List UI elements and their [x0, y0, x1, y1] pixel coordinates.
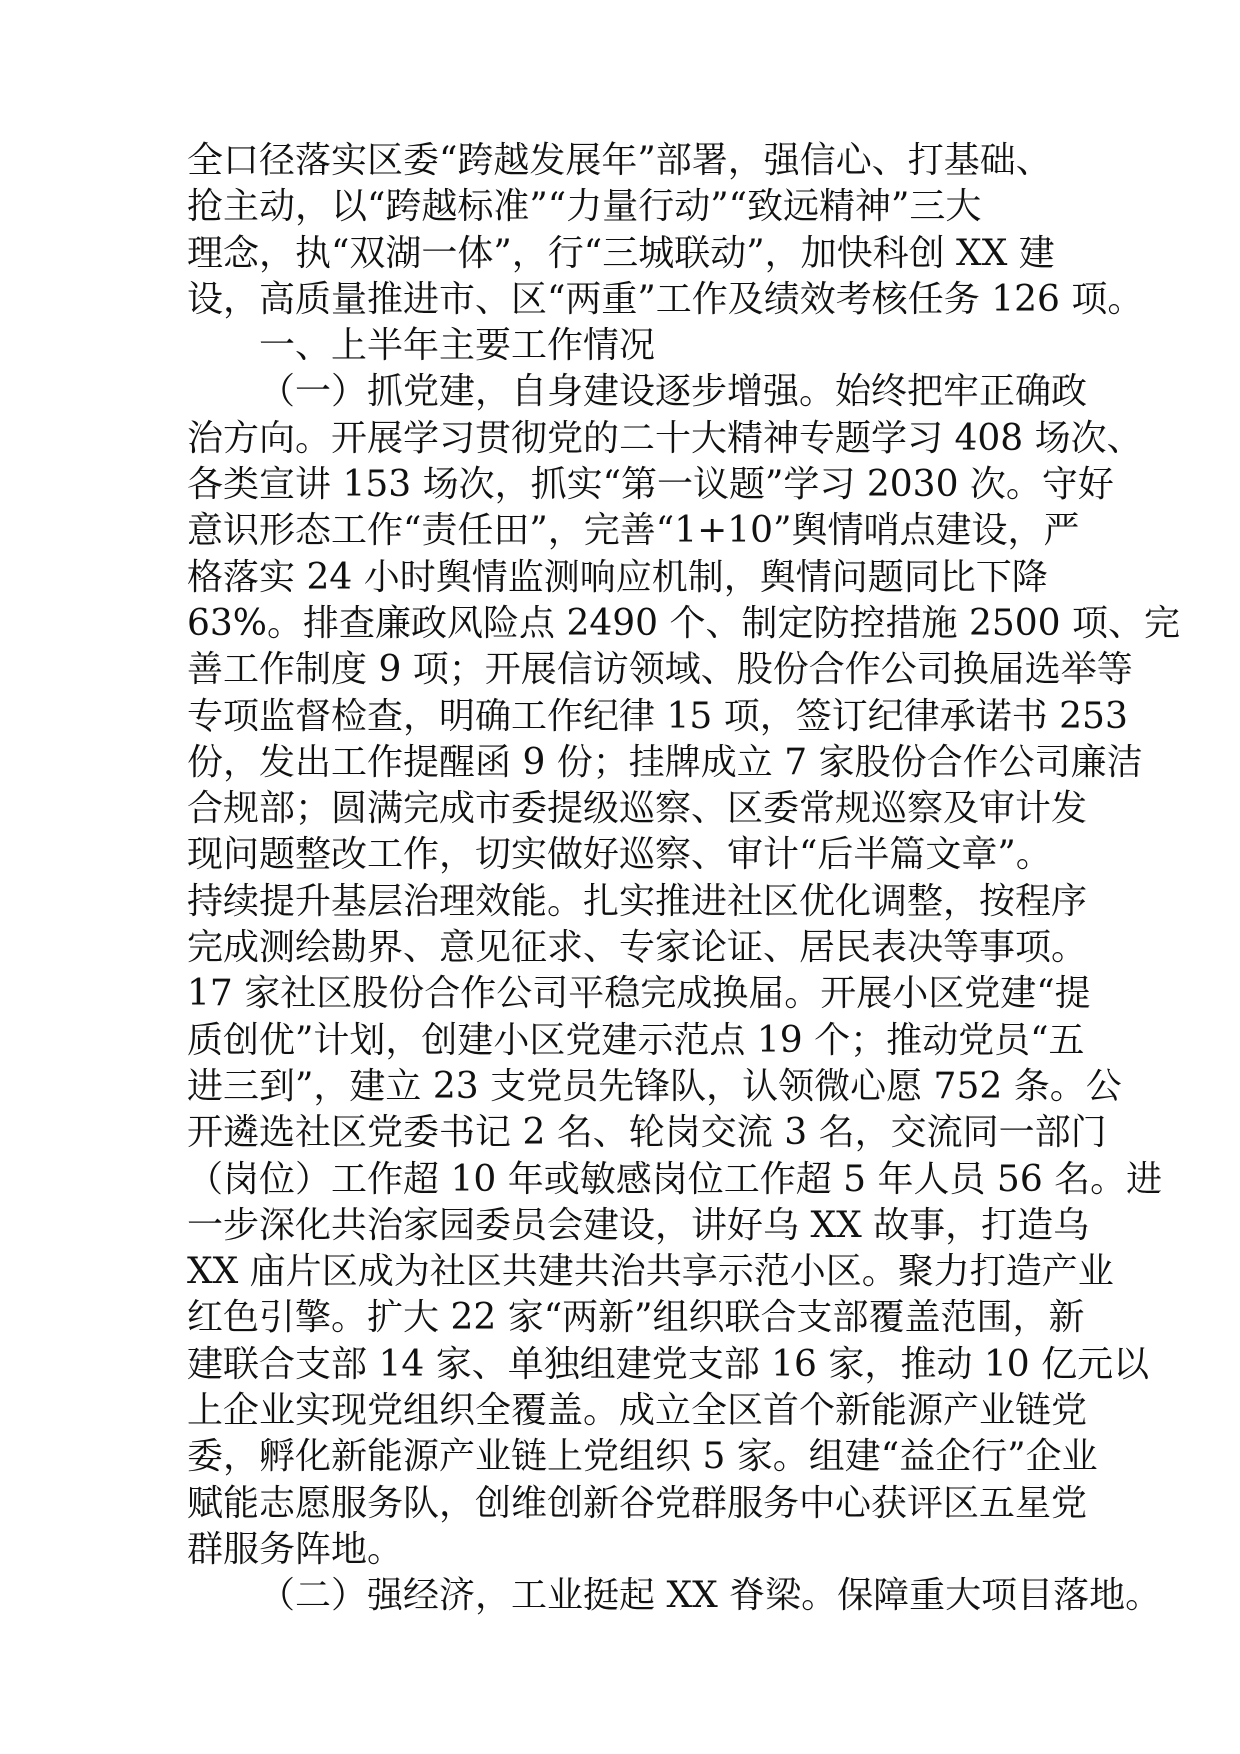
text-line: 开遴选社区党委书记 2 名、轮岗交流 3 名，交流同一部门 [187, 1112, 1107, 1154]
text-line: 一步深化共治家园委员会建设，讲好乌 XX 故事，打造乌 [187, 1204, 1090, 1246]
text-line: 治方向。开展学习贯彻党的二十大精神专题学习 408 场次、 [187, 417, 1143, 459]
text-line: 意识形态工作“责任田”，完善“1+10”舆情哨点建设，严 [187, 510, 1080, 552]
text-line: 上企业实现党组织全覆盖。成立全区首个新能源产业链党 [187, 1390, 1088, 1432]
text-line: 现问题整改工作，切实做好巡察、审计“后半篇文章”。 [187, 834, 1052, 876]
text-line: 赋能志愿服务队，创维创新谷党群服务中心获评区五星党 [187, 1482, 1088, 1524]
text-line: 63%。排查廉政风险点 2490 个、制定防控措施 2500 项、完 [187, 602, 1181, 644]
text-line: 设，高质量推进市、区“两重”工作及绩效考核任务 126 项。 [187, 278, 1144, 320]
text-line: 善工作制度 9 项；开展信访领域、股份合作公司换届选举等 [187, 649, 1133, 691]
text-line: 格落实 24 小时舆情监测响应机制，舆情问题同比下降 [187, 556, 1048, 598]
subsection-heading: （二）强经济，工业挺起 XX 脊梁。保障重大项目落地。 [259, 1575, 1162, 1617]
text-line: 全口径落实区委“跨越发展年”部署，强信心、打基础、 [187, 140, 1052, 181]
text-line: 持续提升基层治理效能。扎实推进社区优化调整，按程序 [187, 880, 1088, 922]
text-line: 质创优”计划，创建小区党建示范点 19 个；推动党员“五 [187, 1019, 1085, 1061]
text-line: 抢主动，以“跨越标准”“力量行动”“致远精神”三大 [187, 186, 982, 228]
text-line: （岗位）工作超 10 年或敏感岗位工作超 5 年人员 56 名。进 [187, 1158, 1163, 1200]
subsection-heading: （一）抓党建，自身建设逐步增强。始终把牢正确政 [259, 371, 1088, 413]
text-line: 红色引擎。扩大 22 家“两新”组织联合支部覆盖范围，新 [187, 1297, 1085, 1339]
text-line: 群服务阵地。 [187, 1528, 404, 1570]
text-line: 17 家社区股份合作公司平稳完成换届。开展小区党建“提 [187, 973, 1091, 1015]
text-line: 进三到”，建立 23 支党员先锋队，认领微心愿 752 条。公 [187, 1065, 1122, 1107]
text-line: XX 庙片区成为社区共建共治共享示范小区。聚力打造产业 [187, 1251, 1114, 1293]
text-line: 各类宣讲 153 场次，抓实“第一议题”学习 2030 次。守好 [187, 464, 1114, 506]
text-line: 完成测绘勘界、意见征求、专家论证、居民表决等事项。 [187, 927, 1088, 969]
text-line: 理念，执“双湖一体”，行“三城联动”，加快科创 XX 建 [187, 232, 1055, 274]
section-heading: 一、上半年主要工作情况 [259, 325, 656, 367]
text-line: 专项监督检查，明确工作纪律 15 项，签订纪律承诺书 253 [187, 695, 1128, 737]
text-line: 合规部；圆满完成市委提级巡察、区委常规巡察及审计发 [187, 788, 1088, 830]
text-line: 委，孵化新能源产业链上党组织 5 家。组建“益企行”企业 [187, 1436, 1098, 1478]
text-line: 份，发出工作提醒函 9 份；挂牌成立 7 家股份合作公司廉洁 [187, 741, 1143, 783]
text-line: 建联合支部 14 家、单独组建党支部 16 家，推动 10 亿元以 [187, 1343, 1150, 1385]
document-body [187, 138, 1181, 1620]
